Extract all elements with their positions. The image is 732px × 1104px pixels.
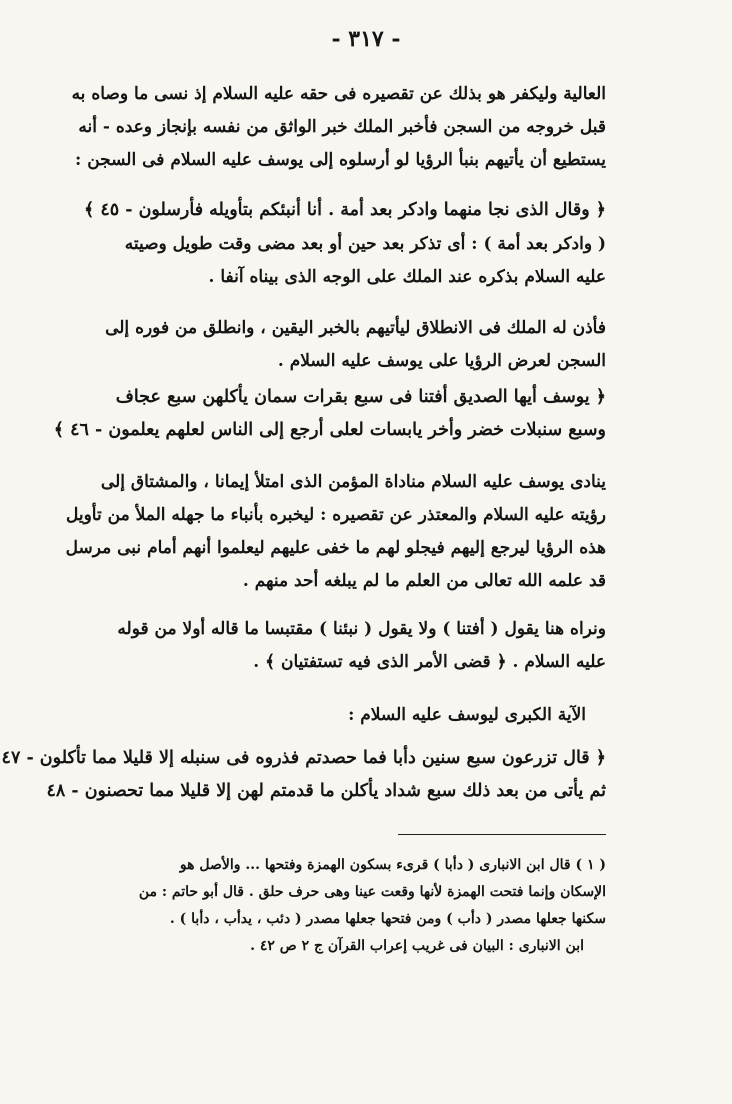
verse-47-48 xyxy=(1,742,606,808)
paragraph-4 xyxy=(65,466,606,598)
text-line: ينادى يوسف عليه السلام مناداة المؤمن الذى امتلأ إيمانا ، والمشتاق إلى xyxy=(100,472,606,492)
section-heading: الآية الكبرى ليوسف عليه السلام : xyxy=(348,705,586,725)
paragraph-1 xyxy=(71,78,606,177)
quran-verse-line: ﴿ يوسف أيها الصديق أفتنا فى سبع بقرات سمان يأكلهن سبع عجاف xyxy=(115,387,606,407)
footnote-line: الإسكان وإنما فتحت الهمزة لأنها وقعت عينا وهى حرف حلق . قال أبو حاتم : من xyxy=(138,884,606,900)
paragraph-3 xyxy=(105,312,606,378)
text-line: ونراه هنا يقول ( أفتنا ) ولا يقول ( نبئنا ) مقتبسا ما قاله أولا من قوله xyxy=(117,619,606,639)
quran-verse-line: ﴿ قال تزرعون سبع سنين دأبا فما حصدتم فذروه فى سنبله إلا قليلا مما تأكلون - ٤٧ xyxy=(1,748,606,768)
text-line: قبل خروجه من السجن فأخبر الملك خبر الواثق من نفسه بإنجاز وعده - أنه xyxy=(78,117,606,137)
text-line: قد علمه الله تعالى من العلم ما لم يبلغه أحد منهم . xyxy=(242,571,606,591)
quran-verse-line: ثم يأتى من بعد ذلك سبع شداد يأكلن ما قدمتم لهن إلا قليلا مما تحصنون - ٤٨ xyxy=(46,781,606,801)
verse-46 xyxy=(53,381,606,447)
footnote-line: ابن الانبارى : البيان فى غريب إعراب القرآن ج ٢ ص ٤٢ . xyxy=(250,938,584,954)
footnote-separator xyxy=(398,834,606,835)
verse-45 xyxy=(83,194,606,227)
text-line: ( وادكر بعد أمة ) : أى تذكر بعد حين أو بعد مضى وقت طويل وصيته xyxy=(124,234,606,254)
text-line: العالية وليكفر هو بذلك عن تقصيره فى حقه عليه السلام إذ نسى ما وصاه به xyxy=(71,84,606,104)
footnote-line: ( ١ ) قال ابن الانبارى ( دأبا ) قرىء بسكون الهمزة وفتحها ... والأصل هو xyxy=(179,857,606,873)
text-line: فأذن له الملك فى الانطلاق ليأتيهم بالخبر اليقين ، وانطلق من فوره إلى xyxy=(105,318,606,338)
page-number: - ٣١٧ - xyxy=(331,26,401,52)
footnote xyxy=(130,852,606,960)
text-line: يستطيع أن يأتيهم بنبأ الرؤيا لو أرسلوه إلى يوسف عليه السلام فى السجن : xyxy=(75,150,606,170)
text-line: عليه السلام . ﴿ قضى الأمر الذى فيه تستفتيان ﴾ . xyxy=(253,652,606,672)
text-line: هذه الرؤيا ليرجع إليهم فيجلو لهم ما خفى عليهم ليعلموا أنهم أمام نبى مرسل xyxy=(65,538,606,558)
text-line: السجن لعرض الرؤيا على يوسف عليه السلام . xyxy=(277,351,606,371)
text-line: رؤيته عليه السلام والمعتذر عن تقصيره : ليخبره بأنباء ما جهله الملأ من تأويل xyxy=(65,505,606,525)
quran-verse-line: وسبع سنبلات خضر وأخر يابسات لعلى أرجع إلى الناس لعلهم يعلمون - ٤٦ ﴾ xyxy=(53,420,606,440)
footnote-line: سكنها جعلها مصدر ( دأب ) ومن فتحها جعلها مصدر ( دئب ، يدأب ، دأبا ) . xyxy=(169,911,606,927)
text-line: عليه السلام بذكره عند الملك على الوجه الذى بيناه آنفا . xyxy=(208,267,606,287)
quran-verse-line: ﴿ وقال الذى نجا منهما وادكر بعد أمة . أنا أنبئكم بتأويله فأرسلون - ٤٥ ﴾ xyxy=(83,200,606,220)
paragraph-2 xyxy=(124,228,606,294)
paragraph-5 xyxy=(117,613,606,679)
